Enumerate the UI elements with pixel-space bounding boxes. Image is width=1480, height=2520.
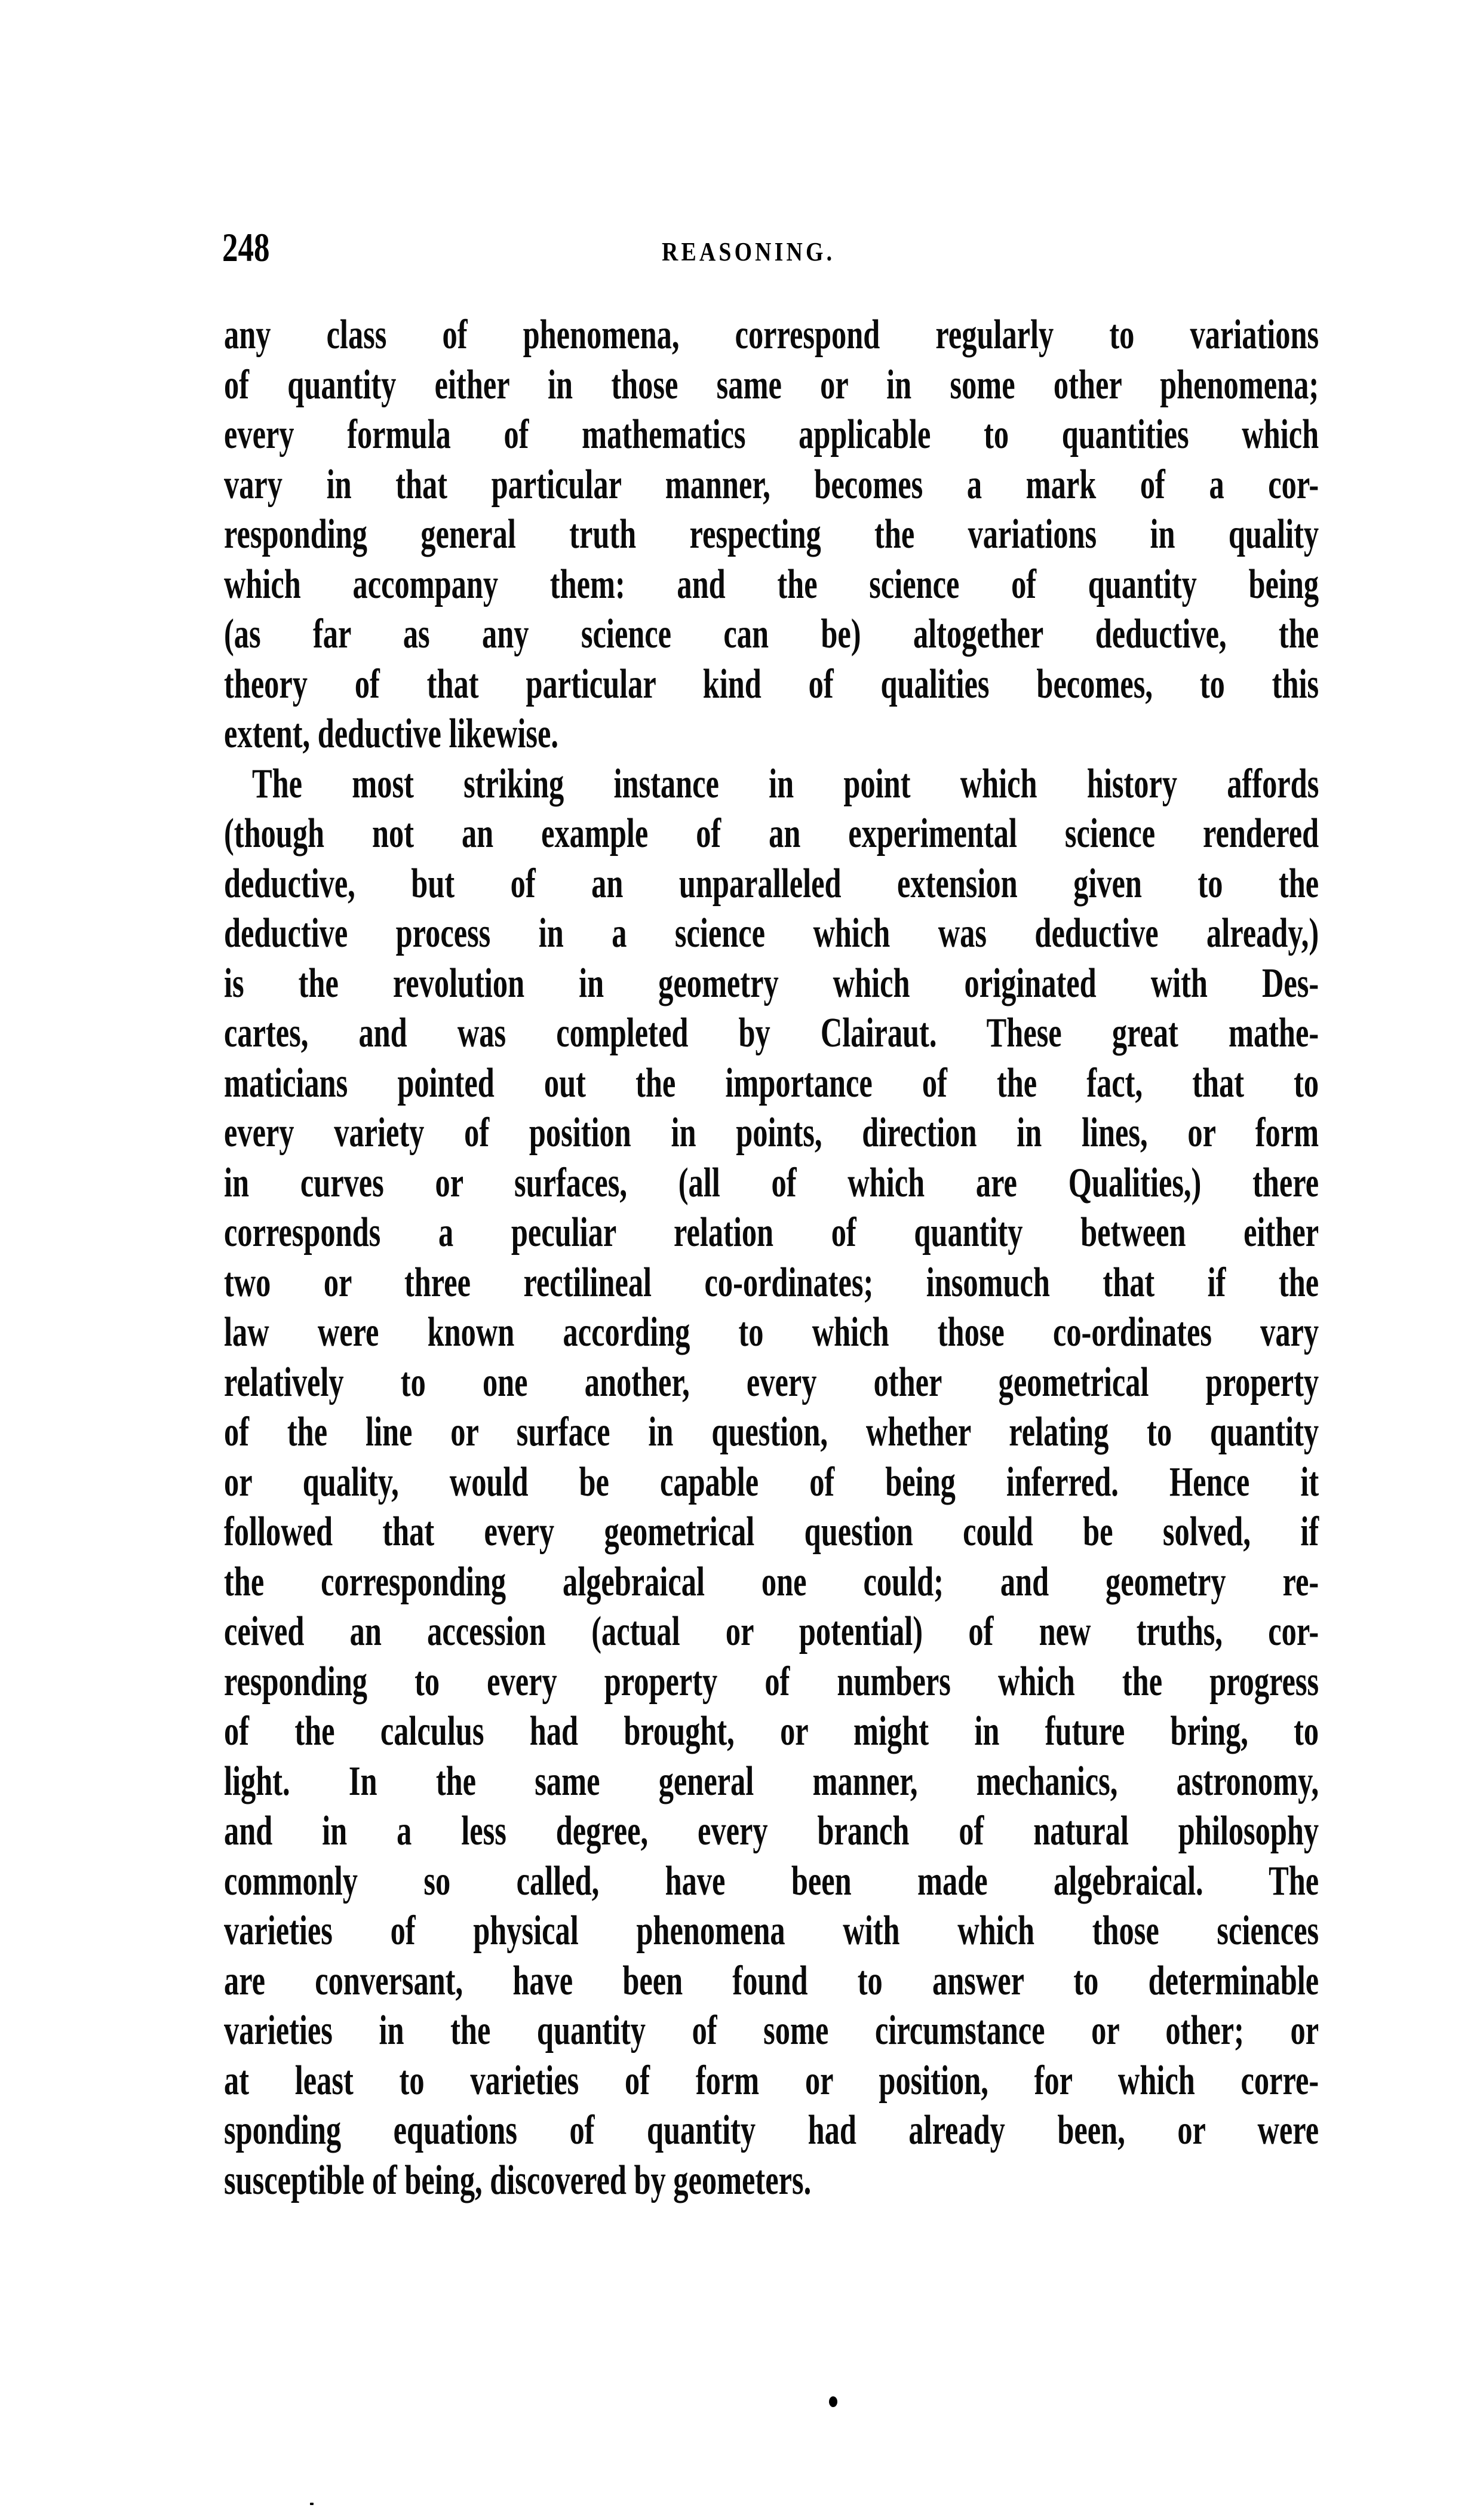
text-line: vary in that particular manner, becomes a mark of a cor- — [224, 461, 1319, 508]
text-line: deductive, but of an unparalleled extension given to the — [224, 860, 1319, 907]
text-line: relatively to one another, every other geometrical property — [224, 1359, 1319, 1405]
text-line: (though not an example of an experimental science rendered — [224, 811, 1319, 857]
text-line: followed that every geometrical question could be solved, if — [224, 1509, 1319, 1555]
text-line: sponding equations of quantity had already been, or were — [224, 2107, 1319, 2153]
text-line: The most striking instance in point which history affords — [252, 760, 1319, 807]
text-line: law were known according to which those co-ordinates vary — [224, 1309, 1319, 1355]
text-line: responding to every property of numbers which the progress — [224, 1658, 1319, 1705]
text-line: ceived an accession (actual or potential) of new truths, cor- — [224, 1609, 1319, 1655]
text-line: every variety of position in points, direction in lines, or form — [224, 1110, 1319, 1156]
text-line: the corresponding algebraical one could; and geometry re- — [224, 1558, 1319, 1605]
text-line: are conversant, have been found to answer to determinable — [224, 1957, 1319, 2004]
text-line: susceptible of being, discovered by geometers. — [224, 2157, 812, 2203]
ink-speck — [310, 2503, 314, 2505]
text-line: and in a less degree, every branch of natural philosophy — [224, 1808, 1319, 1854]
page-number: 248 — [222, 225, 270, 270]
text-line: every formula of mathematics applicable to quantities which — [224, 412, 1319, 458]
text-line: (as far as any science can be) altogether deductive, the — [224, 611, 1319, 657]
text-line: theory of that particular kind of qualities becomes, to this — [224, 661, 1319, 707]
text-line: commonly so called, have been made algebraical. The — [224, 1858, 1319, 1904]
text-line: deductive process in a science which was deductive already,) — [224, 910, 1319, 956]
text-line: light. In the same general manner, mechanics, astronomy, — [224, 1758, 1319, 1804]
text-line: responding general truth respecting the variations in quality — [224, 511, 1319, 557]
text-line: extent, deductive likewise. — [224, 711, 558, 757]
running-head: REASONING. — [662, 237, 836, 266]
text-line: varieties of physical phenomena with which those sciences — [224, 1908, 1319, 1954]
text-line: which accompany them: and the science of quantity being — [224, 561, 1319, 607]
text-line: maticians pointed out the importance of the fact, that to — [224, 1060, 1319, 1106]
text-line: at least to varieties of form or position, for which corre- — [224, 2057, 1319, 2104]
text-line: of the calculus had brought, or might in future bring, to — [224, 1708, 1319, 1754]
text-line: or quality, would be capable of being inferred. Hence it — [224, 1459, 1319, 1505]
ink-speck — [829, 2396, 837, 2407]
text-line: of the line or surface in question, whether relating to quantity — [224, 1409, 1319, 1455]
text-line: is the revolution in geometry which originated with Des- — [224, 960, 1319, 1006]
text-line: of quantity either in those same or in some other phenomena; — [224, 361, 1319, 408]
text-line: varieties in the quantity of some circumstance or other; or — [224, 2008, 1319, 2054]
text-line: two or three rectilineal co-ordinates; insomuch that if the — [224, 1259, 1319, 1306]
text-line: corresponds a peculiar relation of quantity between either — [224, 1210, 1319, 1256]
text-line: any class of phenomena, correspond regularly to variations — [224, 312, 1319, 358]
text-line: in curves or surfaces, (all of which are Qualities,) there — [224, 1159, 1319, 1206]
text-line: cartes, and was completed by Clairaut. These great mathe- — [224, 1010, 1319, 1056]
